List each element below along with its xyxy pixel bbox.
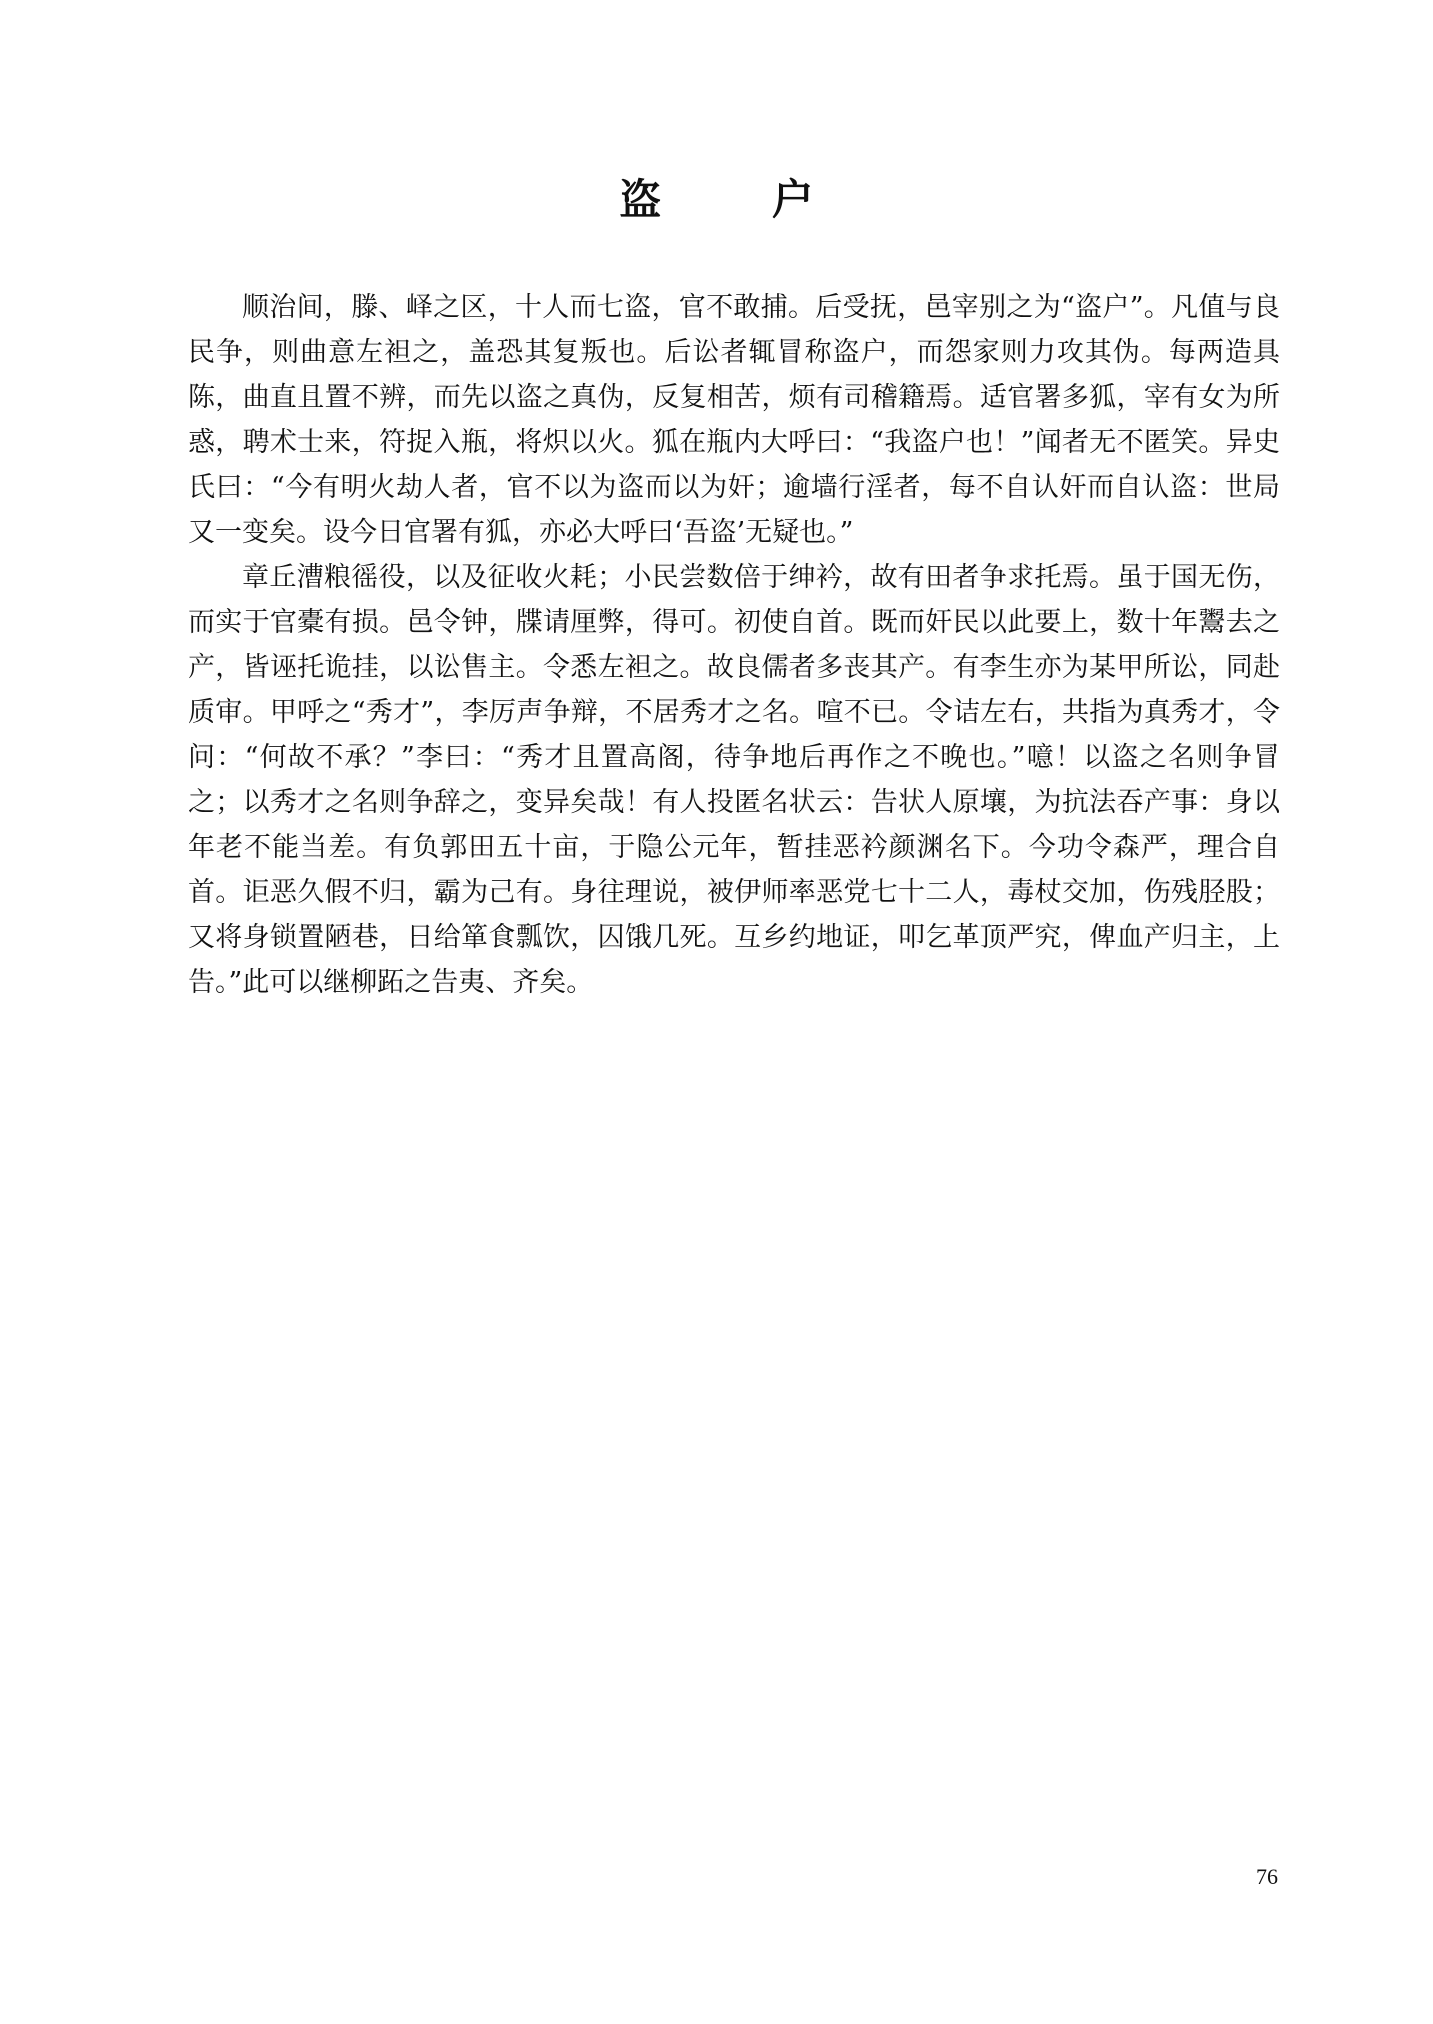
page-title: 盗 户 [619,175,862,224]
paragraph: 章丘漕粮徭役，以及征收火耗；小民尝数倍于绅衿，故有田者争求托焉。虽于国无伤，而实于官橐有损。邑令钟，牒请厘弊，得可。初使自首。既而奸民以此要上，数十年鬻去之产，皆诬托诡挂，以讼售主。令悉左袒之。故良儒者多丧其产。有李生亦为某甲所讼，同赴质审。甲呼之“秀才”，李厉声争辩，不居秀才之名。喧不已。令诘左右，共指为真秀才，令问：“何故不承？”李曰：“秀才且置高阁，待争地后再作之不晚也。”噫！以盗之名则争冒之；以秀才之名则争辞之，变异矣哉！有人投匿名状云：告状人原壤，为抗法吞产事：身以年老不能当差。有负郭田五十亩，于隐公元年，暂挂恶衿颜渊名下。今功令森严，理合自首。讵恶久假不归，霸为己有。身往理说，被伊师率恶党七十二人，毒杖交加，伤残胫股；又将身锁置陋巷，日给箪食瓢饮，囚饿几死。互乡约地证，叩乞革顶严究，俾血产归主，上告。”此可以继柳跖之告夷、齐矣。 [188,562,1280,998]
paragraph: 顺治间，滕、峄之区，十人而七盗，官不敢捕。后受抚，邑宰别之为“盗户”。凡值与良民争，则曲意左袒之，盖恐其复叛也。后讼者辄冒称盗户，而怨家则力攻其伪。每两造具陈，曲直且置不辨，而先以盗之真伪，反复相苦，烦有司稽籍焉。适官署多狐，宰有女为所惑，聘术士来，符捉入瓶，将炽以火。狐在瓶内大呼曰：“我盗户也！”闻者无不匿笑。异史氏曰：“今有明火劫人者，官不以为盗而以为奸；逾墙行淫者，每不自认奸而自认盗：世局又一变矣。设今日官署有狐，亦必大呼曰‘吾盗’无疑也。” [188,292,1280,548]
article-body [188,285,1280,1005]
page-number: 76 [1256,1864,1278,1889]
